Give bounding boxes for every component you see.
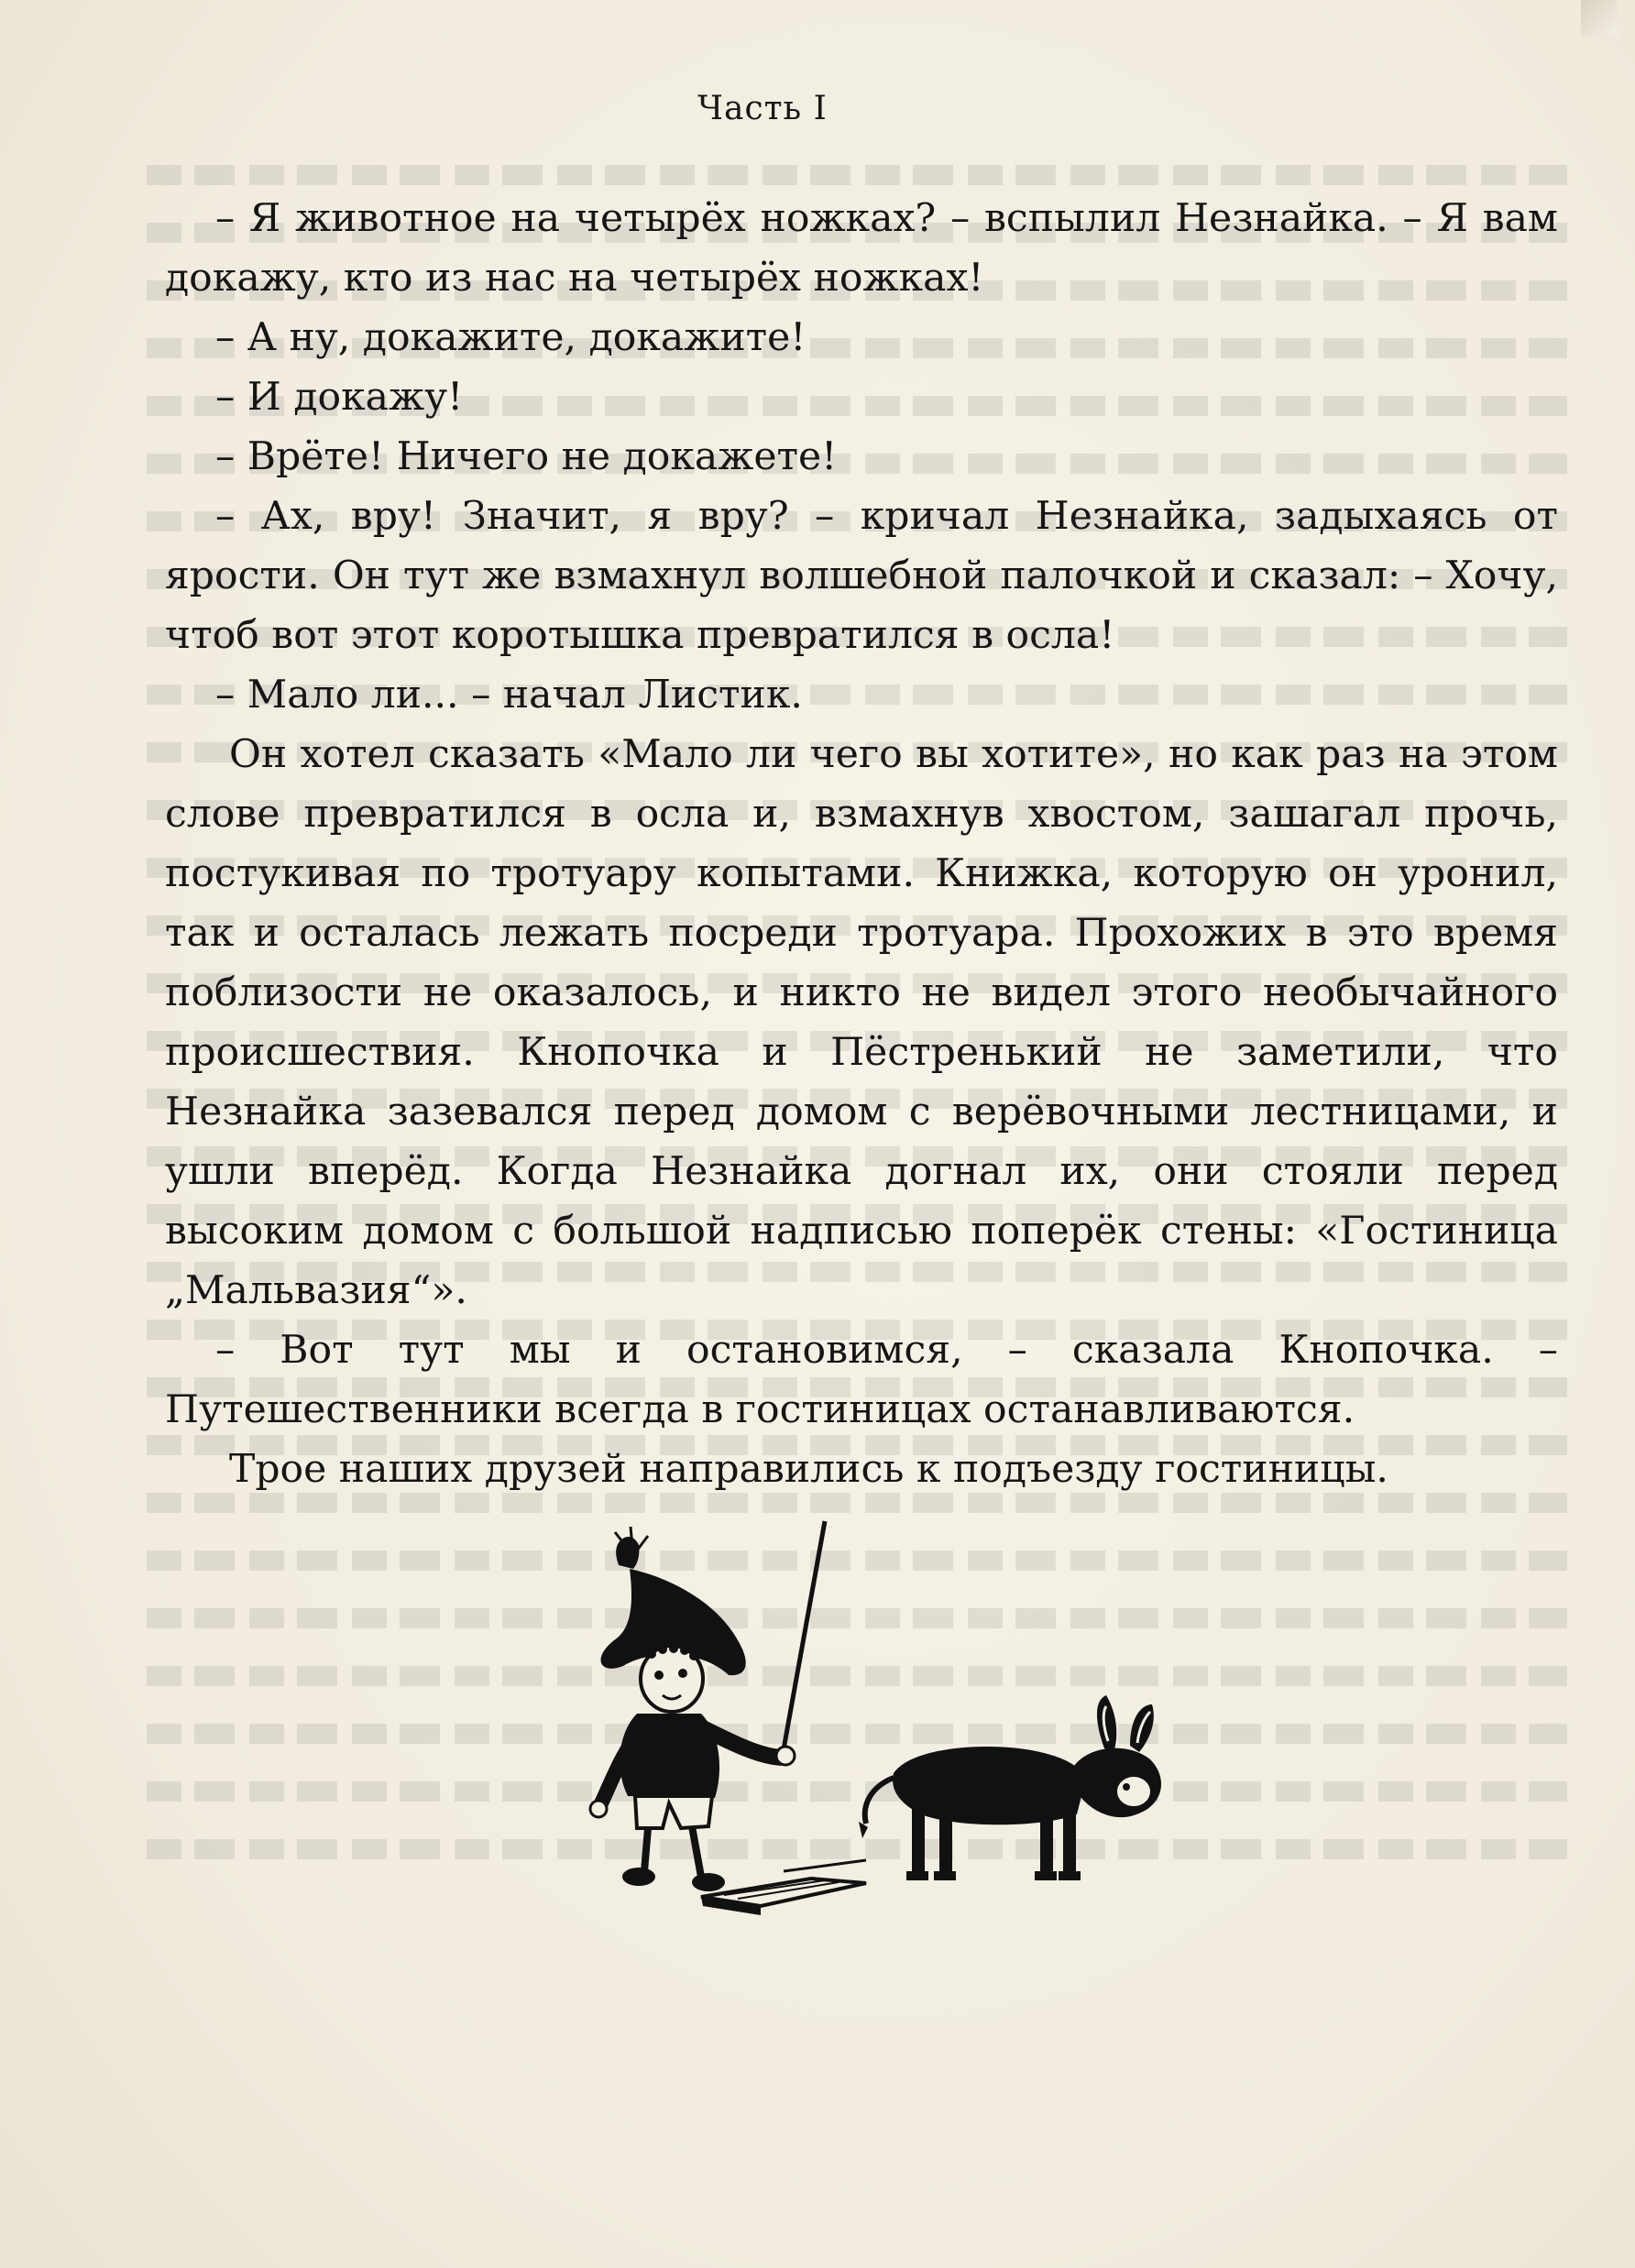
paragraph: – Врёте! Ничего не докажете! <box>215 434 838 479</box>
part-title: Часть I <box>697 90 828 127</box>
paragraph: – А ну, докажите, докажите! <box>215 315 807 360</box>
donkey-icon <box>859 1695 1161 1880</box>
page-corner-shadow <box>1581 0 1618 37</box>
wand-icon <box>782 1521 825 1759</box>
paragraph: – Я животное на четырёх ножках? – вспылил Незнайка. – Я вам докажу, кто из нас на четырёх ножках! <box>165 196 1558 301</box>
hat-tassel <box>615 1527 648 1569</box>
running-header <box>0 90 1635 127</box>
paragraph: Он хотел сказать «Мало ли чего вы хотите», но как раз на этом слове превратился в осла и, взмахнув хвостом, зашагал прочь, постукивая по тротуару копытами. Книжка, которую он уронил, так и осталась лежать посреди тротуара. Прохожих в это время поблизости не оказалось, и никто не видел этого необычайного происшествия. Кнопочка и Пёстренький не заметили, что Незнайка зазевался перед домом с верёвочными лестницами, и ушли вперёд. Когда Незнайка догнал их, они стояли перед высоким домом с большой надписью поперёк стены: «Гостиница „Мальвазия“». <box>165 732 1558 1313</box>
paragraph: Трое наших друзей направились к подъезду гостиницы. <box>229 1447 1388 1492</box>
paragraph: – Мало ли... – начал Листик. <box>215 673 803 718</box>
paragraph: – Вот тут мы и остановимся, – сказала Кнопочка. – Путешественники всегда в гостиницах останавливаются. <box>165 1328 1558 1432</box>
paragraph: – И докажу! <box>215 375 464 420</box>
neznaika-and-donkey-illustration <box>564 1512 1178 1943</box>
paragraph: – Ах, вру! Значит, я вру? – кричал Незнайка, задыхаясь от ярости. Он тут же взмахнул волшебной палочкой и сказал: – Хочу, чтоб вот этот коротышка превратился в осла! <box>165 494 1558 658</box>
book-icon <box>701 1879 866 1915</box>
body-text <box>165 189 1558 1499</box>
